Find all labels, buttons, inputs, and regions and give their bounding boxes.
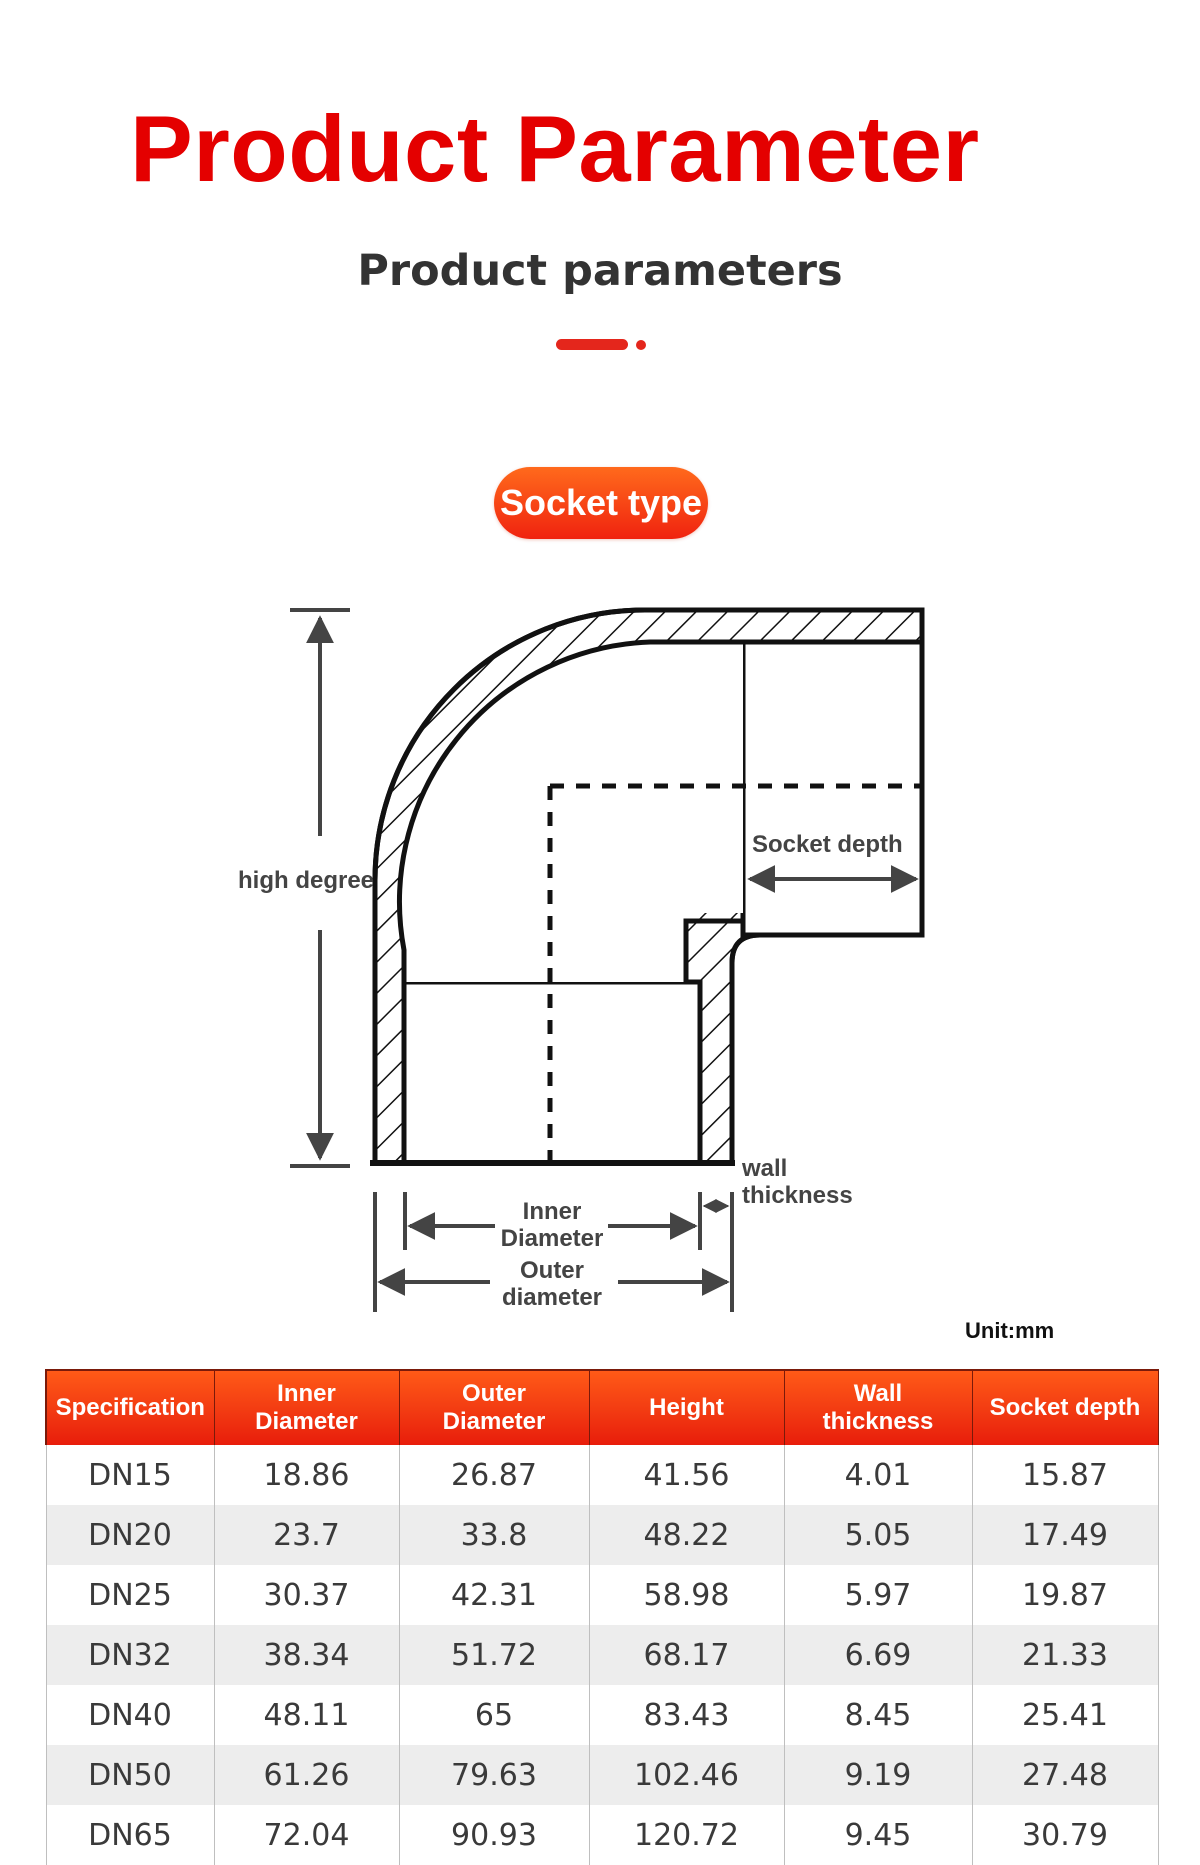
- table-cell: DN50: [46, 1745, 214, 1805]
- outer-diameter-label-2: diameter: [501, 1284, 603, 1311]
- table-row: [46, 1505, 1158, 1565]
- table-cell: 33.8: [399, 1505, 589, 1565]
- table-cell: 48.22: [589, 1505, 784, 1565]
- column-header: Inner Diameter: [214, 1370, 399, 1445]
- table-cell: 9.45: [784, 1805, 972, 1865]
- outer-diameter-label-1: Outer: [519, 1257, 585, 1284]
- page-subtitle: Product parameters: [357, 246, 843, 296]
- table-cell: 38.34: [214, 1625, 399, 1685]
- table-cell: 26.87: [399, 1445, 589, 1505]
- table-cell: 51.72: [399, 1625, 589, 1685]
- table-cell: 65: [399, 1685, 589, 1745]
- column-header: Wall thickness: [784, 1370, 972, 1445]
- table-cell: 19.87: [972, 1565, 1158, 1625]
- table-row: [46, 1805, 1158, 1865]
- column-header: Height: [589, 1370, 784, 1445]
- unit-label: Unit:mm: [965, 1318, 1055, 1343]
- page-title: Product Parameter: [130, 96, 980, 201]
- table-cell: 83.43: [589, 1685, 784, 1745]
- table-cell: 30.79: [972, 1805, 1158, 1865]
- table-cell: 120.72: [589, 1805, 784, 1865]
- table-cell: DN40: [46, 1685, 214, 1745]
- table-cell: 23.7: [214, 1505, 399, 1565]
- table-cell: DN32: [46, 1625, 214, 1685]
- table-cell: 68.17: [589, 1625, 784, 1685]
- table-cell: 6.69: [784, 1625, 972, 1685]
- table-cell: 18.86: [214, 1445, 399, 1505]
- socket-type-badge: Socket type: [494, 467, 708, 539]
- table-cell: 9.19: [784, 1745, 972, 1805]
- column-header: Socket depth: [972, 1370, 1158, 1445]
- table-cell: 25.41: [972, 1685, 1158, 1745]
- inner-diameter-label-1: Inner: [522, 1198, 582, 1225]
- table-cell: 41.56: [589, 1445, 784, 1505]
- elbow-cross-section: [370, 610, 922, 1163]
- inner-diameter-label-2: Diameter: [500, 1225, 604, 1252]
- table-cell: 8.45: [784, 1685, 972, 1745]
- table-cell: 48.11: [214, 1685, 399, 1745]
- table-cell: 21.33: [972, 1625, 1158, 1685]
- table-cell: 30.37: [214, 1565, 399, 1625]
- height-label: high degree: [238, 867, 375, 894]
- table-cell: 5.97: [784, 1565, 972, 1625]
- table-row: [46, 1445, 1158, 1505]
- table-cell: DN20: [46, 1505, 214, 1565]
- table-cell: 102.46: [589, 1745, 784, 1805]
- table-cell: DN65: [46, 1805, 214, 1865]
- table-cell: 17.49: [972, 1505, 1158, 1565]
- table-cell: DN25: [46, 1565, 214, 1625]
- table-cell: 27.48: [972, 1745, 1158, 1805]
- column-header: Specification: [46, 1370, 214, 1445]
- wall-thickness-label-2: thickness: [742, 1182, 853, 1209]
- table-row: [46, 1625, 1158, 1685]
- table-cell: 42.31: [399, 1565, 589, 1625]
- column-header: Outer Diameter: [399, 1370, 589, 1445]
- parameter-table: [45, 1369, 1159, 1865]
- table-header-row: [46, 1370, 1158, 1445]
- table-cell: 90.93: [399, 1805, 589, 1865]
- table-cell: DN15: [46, 1445, 214, 1505]
- table-cell: 15.87: [972, 1445, 1158, 1505]
- table-cell: 61.26: [214, 1745, 399, 1805]
- table-row: [46, 1745, 1158, 1805]
- table-cell: 72.04: [214, 1805, 399, 1865]
- table-cell: 4.01: [784, 1445, 972, 1505]
- table-cell: 79.63: [399, 1745, 589, 1805]
- wall-thickness-label-1: wall: [742, 1155, 788, 1182]
- table-cell: 5.05: [784, 1505, 972, 1565]
- table-cell: 58.98: [589, 1565, 784, 1625]
- table-row: [46, 1685, 1158, 1745]
- table-row: [46, 1565, 1158, 1625]
- socket-depth-label: Socket depth: [752, 831, 903, 858]
